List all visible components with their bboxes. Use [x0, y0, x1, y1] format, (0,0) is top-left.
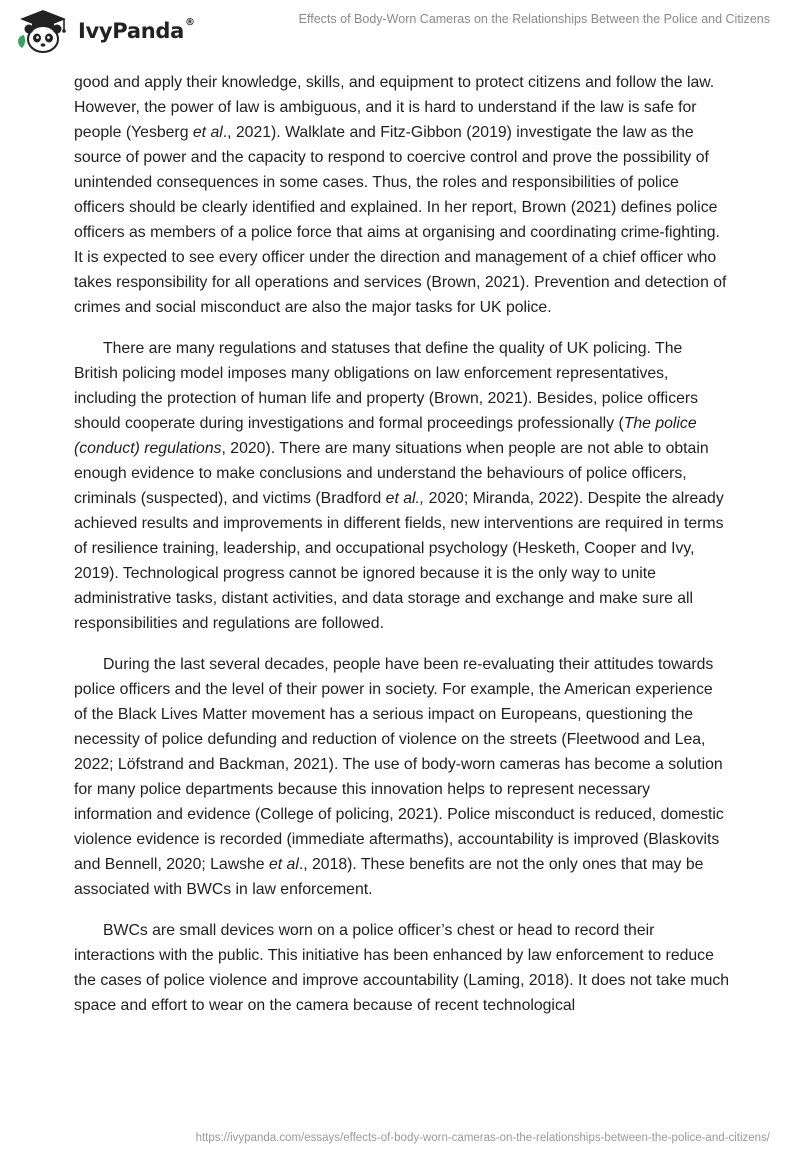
italic-citation: et al., — [385, 490, 425, 507]
paragraph — [74, 70, 730, 320]
italic-citation: et al — [192, 124, 223, 141]
italic-citation: et al — [268, 856, 299, 873]
page-header — [0, 0, 800, 60]
source-url[interactable]: https://ivypanda.com/essays/effects-of-body-worn-cameras-on-the-relationships-between-the-police-and-citizens/ — [195, 1132, 770, 1144]
text-run: good and apply their knowledge, skills, and equipment to protect citizens and follow the law. However, the power of law is ambiguous, and it is hard to understand if the law is safe for people (Yesberg — [74, 74, 715, 141]
text-run: BWCs are small devices worn on a police officer’s chest or head to record their interactions with the public. This initiative has been enhanced by law enforcement to reduce the cases of police violence and improve accountability (Laming, 2018). It does not take much space and effort to wear on the camera because of recent technological — [74, 922, 730, 1014]
text-run: 2020; Miranda, 2022). Despite the already achieved results and improvements in different fields, new interventions are required in terms of resilience training, leadership, and occupational psychology (Hesketh, Cooper and Ivy, 2019). Technological progress cannot be ignored because it is the only way to unite administrative tasks, distant activities, and data storage and exchange and make sure all responsibilities and regulations are followed. — [74, 490, 724, 632]
text-run: During the last several decades, people have been re-evaluating their attitudes towards police officers and the level of their power in society. For example, the American experience of the Black Lives Matter movement has a serious impact on Europeans, questioning the necessity of police defunding and reduction of violence on the streets (Fleetwood and Lea, 2022; Löfstrand and Backman, 2021). The use of body-worn cameras has become a solution for many police departments because this innovation helps to represent necessary information and evidence (College of policing, 2021). Police misconduct is reduced, domestic violence evidence is recorded (immediate aftermaths), accountability is improved (Blaskovits and Bennell, 2020; Lawshe — [74, 656, 724, 873]
ivypanda-logo[interactable] — [14, 8, 195, 54]
document-title: Effects of Body-Worn Cameras on the Relationships Between the Police and Citizens — [298, 12, 770, 26]
text-run: ., 2018). These benefits are not the only ones that may be associated with BWCs in law enforcement. — [74, 856, 704, 898]
text-run: There are many regulations and statuses that define the quality of UK policing. The British policing model imposes many obligations on law enforcement representatives, including the protection of human life and property (Brown, 2021). Besides, police officers should cooperate during investigations and formal proceedings professionally ( — [74, 340, 699, 432]
text-run: ., 2021). Walklate and Fitz-Gibbon (2019) investigate the law as the source of power and the capacity to respond to coercive control and prove the possibility of unintended consequences in some cases. Thus, the roles and responsibilities of police officers should be clearly identified and explained. In her report, Brown (2021) defines police officers as members of a police force that aims at organising and coordinating crime-fighting. It is expected to see every officer under the direction and management of a chief officer who takes responsibility for all operations and services (Brown, 2021). Prevention and detection of crimes and social misconduct are also the major tasks for UK police. — [74, 124, 727, 316]
brand-name: IvyPanda® — [78, 17, 195, 43]
italic-citation: The police (conduct) regulations — [74, 415, 697, 457]
paragraph — [74, 336, 730, 636]
essay-body — [74, 70, 730, 1034]
paragraph — [74, 918, 730, 1018]
text-run: , 2020). There are many situations when people are not able to obtain enough evidence to make conclusions and understand the behaviours of police officers, criminals (suspected), and victims (Bradford — [74, 440, 709, 507]
panda-graduate-icon — [14, 8, 72, 54]
paragraph — [74, 652, 730, 902]
